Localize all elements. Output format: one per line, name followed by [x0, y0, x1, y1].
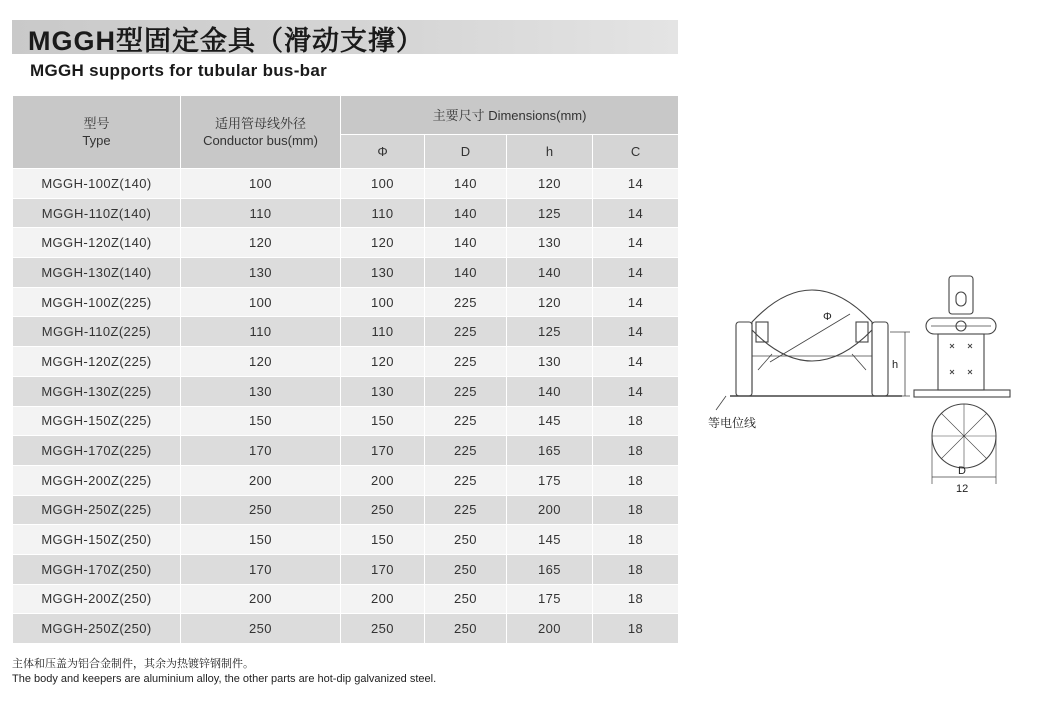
material-note-cn: 主体和压盖为铝合金制件，其余为热镀锌钢制件。	[12, 658, 254, 670]
cell-type: MGGH-150Z(250)	[13, 525, 181, 555]
clamp-ribs	[758, 354, 866, 370]
cell-phi: 250	[341, 614, 425, 644]
cell-d: 140	[425, 258, 507, 288]
header-conductor-en: Conductor bus(mm)	[203, 133, 318, 148]
page-subtitle: MGGH supports for tubular bus-bar	[30, 61, 328, 80]
cell-conductor: 130	[181, 376, 341, 406]
cell-type: MGGH-110Z(140)	[13, 198, 181, 228]
header-conductor-cn: 适用管母线外径	[214, 116, 306, 131]
tube-hatching	[932, 404, 996, 468]
table-row	[13, 554, 679, 584]
table-row	[13, 287, 679, 317]
cell-c: 14	[593, 258, 679, 288]
cell-c: 18	[593, 495, 679, 525]
table-row	[13, 495, 679, 525]
header-type-cn: 型号	[83, 116, 110, 131]
cell-c: 14	[593, 317, 679, 347]
cell-c: 18	[593, 584, 679, 614]
cell-type: MGGH-170Z(250)	[13, 554, 181, 584]
cell-type: MGGH-100Z(225)	[13, 287, 181, 317]
cell-type: MGGH-130Z(225)	[13, 376, 181, 406]
cell-h: 175	[507, 584, 593, 614]
cell-d: 225	[425, 436, 507, 466]
cell-h: 140	[507, 258, 593, 288]
cell-d: 225	[425, 376, 507, 406]
cell-type: MGGH-200Z(225)	[13, 465, 181, 495]
cell-h: 200	[507, 495, 593, 525]
table-row	[13, 376, 679, 406]
header-d: D	[425, 135, 507, 169]
cell-c: 14	[593, 287, 679, 317]
left-keeper	[736, 322, 752, 396]
cell-type: MGGH-150Z(225)	[13, 406, 181, 436]
cell-conductor: 170	[181, 436, 341, 466]
cell-d: 140	[425, 169, 507, 199]
cell-phi: 170	[341, 554, 425, 584]
cell-d: 140	[425, 198, 507, 228]
cell-phi: 110	[341, 317, 425, 347]
cell-conductor: 170	[181, 554, 341, 584]
cell-h: 165	[507, 436, 593, 466]
cell-phi: 130	[341, 376, 425, 406]
cell-d: 250	[425, 614, 507, 644]
header-h: h	[507, 135, 593, 169]
equipotential-leader	[716, 396, 726, 410]
cell-h: 120	[507, 169, 593, 199]
cell-conductor: 120	[181, 228, 341, 258]
table-row	[13, 614, 679, 644]
table-row	[13, 584, 679, 614]
cell-h: 125	[507, 198, 593, 228]
cell-d: 225	[425, 406, 507, 436]
header-phi: Φ	[341, 135, 425, 169]
cell-d: 225	[425, 287, 507, 317]
cell-h: 165	[507, 554, 593, 584]
spec-table	[12, 95, 679, 644]
right-keeper	[872, 322, 888, 396]
cell-h: 145	[507, 525, 593, 555]
cell-c: 14	[593, 376, 679, 406]
phi-label: Φ	[823, 311, 832, 323]
cell-d: 140	[425, 228, 507, 258]
header-c: C	[593, 135, 679, 169]
cell-phi: 120	[341, 228, 425, 258]
cell-c: 14	[593, 198, 679, 228]
cell-h: 200	[507, 614, 593, 644]
cell-phi: 150	[341, 525, 425, 555]
cell-conductor: 200	[181, 465, 341, 495]
bracket-bolts	[950, 344, 972, 374]
cell-c: 14	[593, 228, 679, 258]
cell-d: 225	[425, 495, 507, 525]
cell-conductor: 100	[181, 287, 341, 317]
cell-type: MGGH-250Z(225)	[13, 495, 181, 525]
technical-drawing	[700, 270, 1020, 500]
h-label: h	[892, 359, 899, 371]
side-view	[914, 276, 1010, 484]
cell-conductor: 200	[181, 584, 341, 614]
cell-d: 225	[425, 347, 507, 377]
spec-table-body	[13, 169, 679, 644]
top-lug	[949, 276, 973, 314]
header-conductor	[181, 96, 341, 169]
side-bracket	[938, 334, 984, 390]
cell-h: 140	[507, 376, 593, 406]
lug-hole	[956, 292, 966, 306]
cell-d: 250	[425, 554, 507, 584]
cell-conductor: 110	[181, 317, 341, 347]
front-view	[716, 290, 910, 410]
dim-12-label: 12	[956, 483, 969, 495]
cell-conductor: 150	[181, 406, 341, 436]
d-label: D	[958, 465, 966, 477]
cell-h: 175	[507, 465, 593, 495]
table-row	[13, 198, 679, 228]
cell-phi: 110	[341, 198, 425, 228]
cell-type: MGGH-110Z(225)	[13, 317, 181, 347]
cell-c: 18	[593, 525, 679, 555]
clamp-body	[752, 290, 872, 392]
table-row	[13, 317, 679, 347]
cell-type: MGGH-170Z(225)	[13, 436, 181, 466]
cell-conductor: 110	[181, 198, 341, 228]
table-row	[13, 169, 679, 199]
table-row	[13, 258, 679, 288]
cell-conductor: 250	[181, 495, 341, 525]
page-title: MGGH型固定金具（滑动支撑）	[28, 26, 424, 56]
cell-phi: 150	[341, 406, 425, 436]
cell-conductor: 130	[181, 258, 341, 288]
equipotential-label: 等电位线	[708, 416, 757, 430]
table-row	[13, 347, 679, 377]
cell-phi: 250	[341, 495, 425, 525]
cell-phi: 130	[341, 258, 425, 288]
cell-phi: 100	[341, 169, 425, 199]
cell-h: 125	[507, 317, 593, 347]
table-row	[13, 406, 679, 436]
cell-phi: 200	[341, 584, 425, 614]
cell-c: 18	[593, 614, 679, 644]
cell-c: 18	[593, 436, 679, 466]
cell-h: 130	[507, 228, 593, 258]
cell-c: 18	[593, 465, 679, 495]
base-plate	[914, 390, 1010, 397]
cell-h: 130	[507, 347, 593, 377]
table-row	[13, 465, 679, 495]
header-type-en: Type	[82, 133, 111, 148]
header-type	[13, 96, 181, 169]
cell-d: 250	[425, 525, 507, 555]
cell-d: 225	[425, 317, 507, 347]
cell-type: MGGH-250Z(250)	[13, 614, 181, 644]
cell-conductor: 150	[181, 525, 341, 555]
cell-type: MGGH-120Z(225)	[13, 347, 181, 377]
table-row	[13, 436, 679, 466]
cell-conductor: 100	[181, 169, 341, 199]
cell-c: 14	[593, 169, 679, 199]
cell-phi: 200	[341, 465, 425, 495]
cell-d: 225	[425, 465, 507, 495]
cell-conductor: 250	[181, 614, 341, 644]
table-row	[13, 228, 679, 258]
cell-phi: 100	[341, 287, 425, 317]
cell-type: MGGH-100Z(140)	[13, 169, 181, 199]
cell-type: MGGH-200Z(250)	[13, 584, 181, 614]
cell-d: 250	[425, 584, 507, 614]
cell-conductor: 120	[181, 347, 341, 377]
cell-h: 145	[507, 406, 593, 436]
cell-type: MGGH-120Z(140)	[13, 228, 181, 258]
cell-type: MGGH-130Z(140)	[13, 258, 181, 288]
cell-phi: 120	[341, 347, 425, 377]
cell-h: 120	[507, 287, 593, 317]
cell-phi: 170	[341, 436, 425, 466]
cell-c: 18	[593, 406, 679, 436]
material-note-en: The body and keepers are aluminium alloy, the other parts are hot-dip galvanized steel.	[12, 673, 437, 685]
header-dimensions: 主要尺寸 Dimensions(mm)	[341, 96, 679, 135]
table-row	[13, 525, 679, 555]
cell-c: 14	[593, 347, 679, 377]
cell-c: 18	[593, 554, 679, 584]
